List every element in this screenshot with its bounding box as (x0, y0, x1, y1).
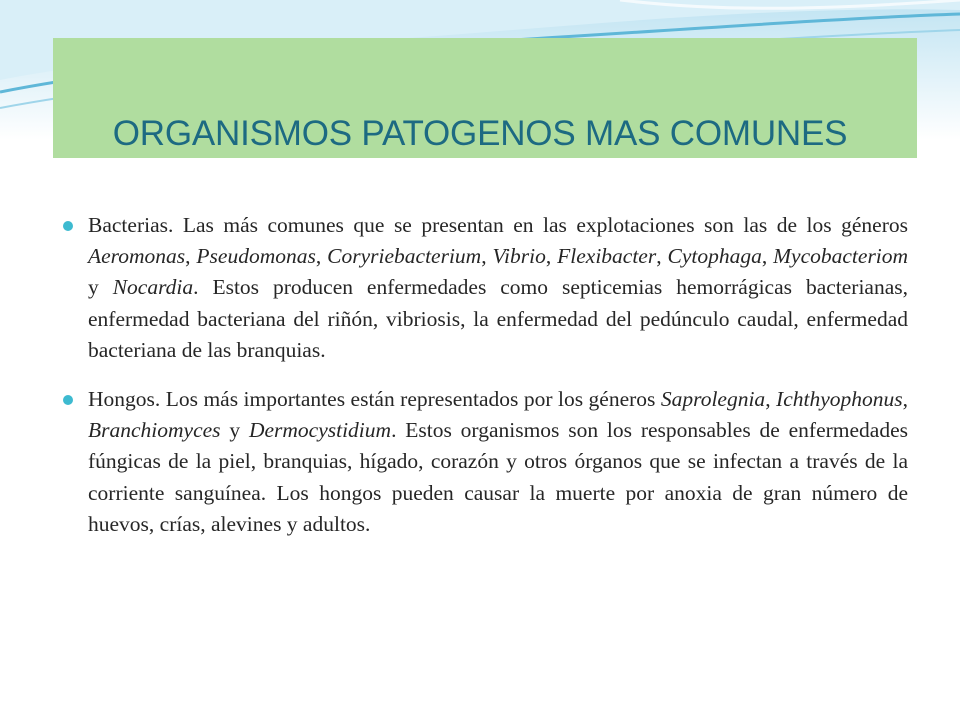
bullet-text: , (315, 244, 328, 269)
genus-name: Dermocystidium (248, 418, 392, 443)
bullet-text: Bacterias. Las más comunes que se presentan en las explotaciones son las de los géneros (88, 213, 908, 237)
bullet-text: Hongos. Los más importantes están representados por los géneros (88, 387, 661, 412)
bullet-text: , (481, 244, 493, 269)
bullet-text: , (545, 244, 558, 269)
genus-name: Pseudomonas (196, 244, 316, 269)
genus-name: Cytophaga (667, 244, 762, 269)
bullet-dot-icon (63, 395, 73, 405)
bullet-text: , (765, 387, 777, 412)
slide-title: ORGANISMOS PATOGENOS MAS COMUNES (112, 114, 848, 153)
slide-body (60, 210, 908, 558)
genus-name: Branchiomyces (88, 418, 221, 443)
genus-name: Nocardia (112, 275, 194, 300)
genus-name: Ichthyophonus (776, 387, 903, 412)
genus-name: Coryriebacterium (327, 244, 482, 269)
bullet-text: . Estos organismos son los responsables de enfermedades fúngicas de la piel, branquias, hígado, corazón y otros órganos que se infectan a través de la corriente sanguínea. Los hongos pueden causar la muerte por anoxia de gran número de huevos, crías, alevines y adultos. (88, 418, 908, 536)
bullet-text: , (185, 244, 197, 269)
bullet-text: , (902, 387, 908, 412)
bullet-text: , (761, 244, 774, 269)
bullet-bacterias (60, 210, 908, 366)
bullet-hongos (60, 384, 908, 540)
genus-name: Flexibacter (557, 244, 657, 269)
bullet-text: , (656, 244, 668, 269)
bullet-text: . Estos producen enfermedades como septicemias hemorrágicas bacterianas, enfermedad bacteriana del riñón, vibriosis, la enfermedad del pedúnculo caudal, enfermedad bacteriana de las branquias. (88, 275, 909, 362)
genus-name: Mycobacteriom (773, 244, 909, 269)
genus-name: Aeromonas (88, 244, 186, 269)
genus-name: Vibrio (492, 244, 546, 269)
bullet-text: y (220, 418, 249, 443)
bullet-text: y (88, 275, 113, 300)
genus-name: Saprolegnia (660, 387, 766, 412)
bullet-dot-icon (63, 221, 73, 231)
